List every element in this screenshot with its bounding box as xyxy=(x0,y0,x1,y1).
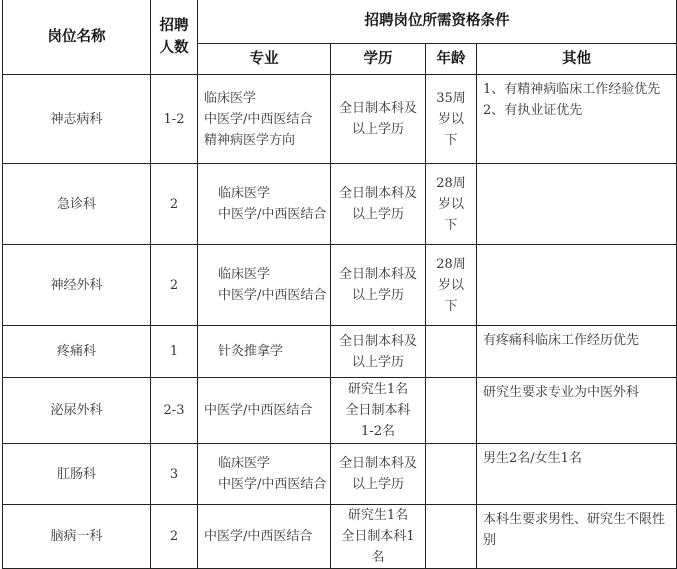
count-cell: 1 xyxy=(151,326,198,378)
age-cell: 28周 岁以 下 xyxy=(426,245,477,326)
major-cell: 临床医学 中医学/中西医结合 xyxy=(198,164,331,245)
header-age: 年龄 xyxy=(426,44,477,75)
table-row xyxy=(3,378,677,444)
other-cell: 男生2名/女生1名 xyxy=(477,444,677,505)
count-cell: 2 xyxy=(151,164,198,245)
major-cell: 针灸推拿学 xyxy=(198,326,331,378)
education-cell: 全日制本科及 以上学历 xyxy=(331,245,426,326)
age-cell xyxy=(426,505,477,569)
position-cell: 肛肠科 xyxy=(3,444,151,505)
position-cell: 脑病一科 xyxy=(3,505,151,569)
table-row xyxy=(3,245,677,326)
position-cell: 急诊科 xyxy=(3,164,151,245)
header-requirements: 招聘岗位所需资格条件 xyxy=(198,0,677,44)
other-cell: 本科生要求男性、研究生不限性别 xyxy=(477,505,677,569)
age-cell xyxy=(426,444,477,505)
education-cell: 全日制本科及 以上学历 xyxy=(331,326,426,378)
table-row xyxy=(3,505,677,569)
age-cell xyxy=(426,378,477,444)
major-cell: 临床医学 中医学/中西医结合 xyxy=(198,245,331,326)
education-cell: 研究生1名 全日制本科1 名 xyxy=(331,505,426,569)
header-count: 招聘 人数 xyxy=(151,0,198,75)
education-cell: 全日制本科及 以上学历 xyxy=(331,164,426,245)
table-row xyxy=(3,326,677,378)
count-cell: 2 xyxy=(151,505,198,569)
table-row xyxy=(3,444,677,505)
major-cell: 临床医学 中医学/中西医结合 精神病医学方向 xyxy=(198,75,331,164)
other-cell xyxy=(477,164,677,245)
count-cell: 1-2 xyxy=(151,75,198,164)
other-cell: 有疼痛科临床工作经历优先 xyxy=(477,326,677,378)
position-cell: 泌尿外科 xyxy=(3,378,151,444)
major-cell: 临床医学 中医学/中西医结合 xyxy=(198,444,331,505)
age-cell: 28周 岁以 下 xyxy=(426,164,477,245)
header-major: 专业 xyxy=(198,44,331,75)
recruitment-table xyxy=(2,0,677,569)
major-cell: 中医学/中西医结合 xyxy=(198,378,331,444)
table-row xyxy=(3,75,677,164)
header-education: 学历 xyxy=(331,44,426,75)
position-cell: 疼痛科 xyxy=(3,326,151,378)
other-cell xyxy=(477,245,677,326)
header-position: 岗位名称 xyxy=(3,0,151,75)
education-cell: 全日制本科及 以上学历 xyxy=(331,444,426,505)
count-cell: 3 xyxy=(151,444,198,505)
position-cell: 神经外科 xyxy=(3,245,151,326)
age-cell xyxy=(426,326,477,378)
other-cell: 研究生要求专业为中医外科 xyxy=(477,378,677,444)
count-cell: 2 xyxy=(151,245,198,326)
education-cell: 全日制本科及 以上学历 xyxy=(331,75,426,164)
age-cell: 35周 岁以 下 xyxy=(426,75,477,164)
education-cell: 研究生1名 全日制本科 1-2名 xyxy=(331,378,426,444)
count-cell: 2-3 xyxy=(151,378,198,444)
table-row xyxy=(3,164,677,245)
position-cell: 神志病科 xyxy=(3,75,151,164)
header-other: 其他 xyxy=(477,44,677,75)
other-cell: 1、有精神病临床工作经验优先 2、有执业证优先 xyxy=(477,75,677,164)
major-cell: 中医学/中西医结合 xyxy=(198,505,331,569)
